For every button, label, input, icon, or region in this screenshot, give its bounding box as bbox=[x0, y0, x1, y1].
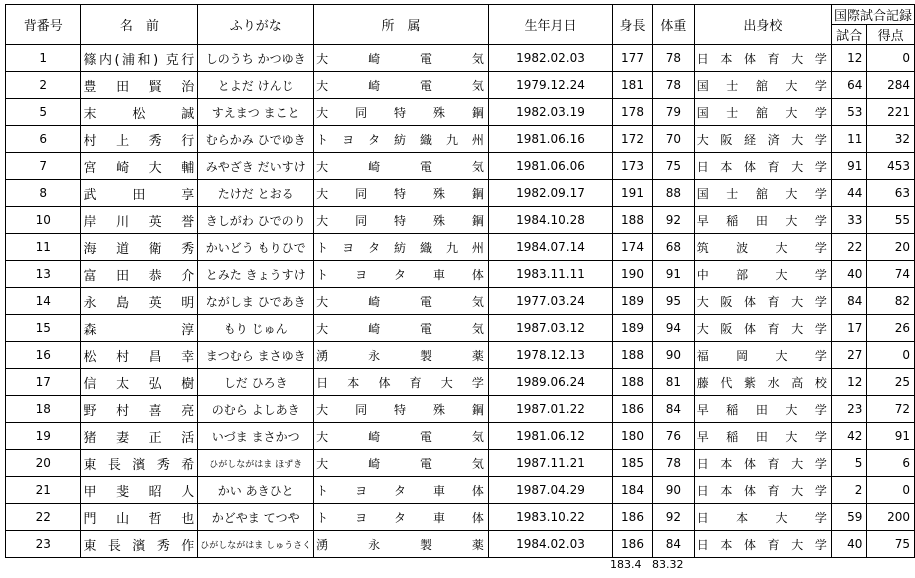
cell-weight: 92 bbox=[652, 207, 694, 234]
cell-name: 松村昌幸 bbox=[81, 342, 198, 369]
cell-name: 森淳 bbox=[81, 315, 198, 342]
cell-dob: 1987.04.29 bbox=[488, 477, 612, 504]
cell-height: 191 bbox=[613, 180, 653, 207]
cell-games: 40 bbox=[831, 531, 866, 558]
cell-kana: たけだ とおる bbox=[198, 180, 314, 207]
cell-points: 200 bbox=[867, 504, 915, 531]
cell-dob: 1984.02.03 bbox=[488, 531, 612, 558]
cell-school: 福岡大学 bbox=[694, 342, 831, 369]
cell-school: 国士舘大学 bbox=[694, 99, 831, 126]
cell-org: 大崎電気 bbox=[314, 288, 489, 315]
cell-weight: 78 bbox=[652, 45, 694, 72]
cell-points: 75 bbox=[867, 531, 915, 558]
cell-dob: 1987.11.21 bbox=[488, 450, 612, 477]
cell-kana: のむら よしあき bbox=[198, 396, 314, 423]
cell-name: 岸川英誉 bbox=[81, 207, 198, 234]
cell-kana: かい あきひと bbox=[198, 477, 314, 504]
cell-weight: 78 bbox=[652, 72, 694, 99]
cell-games: 2 bbox=[831, 477, 866, 504]
cell-weight: 84 bbox=[652, 396, 694, 423]
cell-games: 44 bbox=[831, 180, 866, 207]
cell-dob: 1981.06.12 bbox=[488, 423, 612, 450]
cell-weight: 84 bbox=[652, 531, 694, 558]
cell-name: 信太弘樹 bbox=[81, 369, 198, 396]
table-row bbox=[6, 153, 915, 180]
cell-no: 14 bbox=[6, 288, 81, 315]
cell-kana: かどやま てつや bbox=[198, 504, 314, 531]
cell-no: 16 bbox=[6, 342, 81, 369]
cell-org: 大崎電気 bbox=[314, 423, 489, 450]
cell-points: 453 bbox=[867, 153, 915, 180]
cell-name: 東長濱秀作 bbox=[81, 531, 198, 558]
cell-games: 5 bbox=[831, 450, 866, 477]
roster-body bbox=[6, 45, 915, 558]
cell-height: 180 bbox=[613, 423, 653, 450]
cell-height: 173 bbox=[613, 153, 653, 180]
cell-height: 178 bbox=[613, 99, 653, 126]
header-height: 身長 bbox=[613, 5, 653, 45]
cell-weight: 94 bbox=[652, 315, 694, 342]
cell-org: トヨタ紡織九州 bbox=[314, 234, 489, 261]
cell-name: 篠内(浦和) 克行 bbox=[81, 45, 198, 72]
cell-name: 門山哲也 bbox=[81, 504, 198, 531]
roster-table bbox=[5, 4, 915, 558]
cell-points: 20 bbox=[867, 234, 915, 261]
cell-points: 0 bbox=[867, 342, 915, 369]
cell-org: 湧永製薬 bbox=[314, 531, 489, 558]
cell-kana: みやざき だいすけ bbox=[198, 153, 314, 180]
cell-height: 186 bbox=[613, 531, 653, 558]
table-row bbox=[6, 450, 915, 477]
cell-weight: 91 bbox=[652, 261, 694, 288]
table-row bbox=[6, 72, 915, 99]
cell-games: 12 bbox=[831, 369, 866, 396]
cell-points: 25 bbox=[867, 369, 915, 396]
cell-kana: きしがわ ひでのり bbox=[198, 207, 314, 234]
cell-kana: むらかみ ひでゆき bbox=[198, 126, 314, 153]
cell-weight: 70 bbox=[652, 126, 694, 153]
cell-points: 0 bbox=[867, 477, 915, 504]
cell-org: トヨタ紡織九州 bbox=[314, 126, 489, 153]
cell-height: 189 bbox=[613, 288, 653, 315]
cell-kana: しだ ひろき bbox=[198, 369, 314, 396]
cell-points: 91 bbox=[867, 423, 915, 450]
cell-no: 7 bbox=[6, 153, 81, 180]
cell-no: 5 bbox=[6, 99, 81, 126]
cell-height: 188 bbox=[613, 342, 653, 369]
cell-no: 13 bbox=[6, 261, 81, 288]
header-intl-record: 国際試合記録 bbox=[831, 5, 914, 25]
cell-name: 野村喜亮 bbox=[81, 396, 198, 423]
cell-org: 大同特殊鋼 bbox=[314, 207, 489, 234]
cell-dob: 1981.06.06 bbox=[488, 153, 612, 180]
table-row bbox=[6, 126, 915, 153]
cell-points: 284 bbox=[867, 72, 915, 99]
cell-org: 大崎電気 bbox=[314, 450, 489, 477]
cell-weight: 78 bbox=[652, 450, 694, 477]
cell-kana: しのうち かつゆき bbox=[198, 45, 314, 72]
cell-no: 1 bbox=[6, 45, 81, 72]
cell-games: 17 bbox=[831, 315, 866, 342]
cell-kana: ながしま ひであき bbox=[198, 288, 314, 315]
cell-school: 日本体育大学 bbox=[694, 477, 831, 504]
cell-points: 72 bbox=[867, 396, 915, 423]
cell-points: 63 bbox=[867, 180, 915, 207]
header-weight: 体重 bbox=[652, 5, 694, 45]
cell-no: 18 bbox=[6, 396, 81, 423]
table-row bbox=[6, 180, 915, 207]
cell-school: 日本大学 bbox=[694, 504, 831, 531]
cell-games: 40 bbox=[831, 261, 866, 288]
cell-no: 17 bbox=[6, 369, 81, 396]
cell-dob: 1987.03.12 bbox=[488, 315, 612, 342]
table-row bbox=[6, 45, 915, 72]
cell-games: 22 bbox=[831, 234, 866, 261]
table-row bbox=[6, 396, 915, 423]
cell-height: 190 bbox=[613, 261, 653, 288]
cell-weight: 81 bbox=[652, 369, 694, 396]
cell-weight: 90 bbox=[652, 342, 694, 369]
table-row bbox=[6, 369, 915, 396]
table-row bbox=[6, 261, 915, 288]
cell-school: 日本体育大学 bbox=[694, 45, 831, 72]
cell-dob: 1982.09.17 bbox=[488, 180, 612, 207]
cell-games: 53 bbox=[831, 99, 866, 126]
cell-school: 国士舘大学 bbox=[694, 72, 831, 99]
cell-no: 10 bbox=[6, 207, 81, 234]
cell-kana: いづま まさかつ bbox=[198, 423, 314, 450]
cell-weight: 90 bbox=[652, 477, 694, 504]
cell-games: 27 bbox=[831, 342, 866, 369]
cell-name: 豊田賢治 bbox=[81, 72, 198, 99]
cell-name: 富田恭介 bbox=[81, 261, 198, 288]
average-height: 183.4 bbox=[610, 558, 642, 571]
cell-kana: もり じゅん bbox=[198, 315, 314, 342]
cell-kana: とみた きょうすけ bbox=[198, 261, 314, 288]
cell-weight: 88 bbox=[652, 180, 694, 207]
cell-kana: すえまつ まこと bbox=[198, 99, 314, 126]
cell-dob: 1979.12.24 bbox=[488, 72, 612, 99]
cell-dob: 1984.10.28 bbox=[488, 207, 612, 234]
cell-school: 藤代紫水高校 bbox=[694, 369, 831, 396]
cell-games: 23 bbox=[831, 396, 866, 423]
cell-height: 186 bbox=[613, 504, 653, 531]
header-name: 名 前 bbox=[81, 5, 198, 45]
cell-org: 大崎電気 bbox=[314, 45, 489, 72]
cell-org: 日本体育大学 bbox=[314, 369, 489, 396]
cell-dob: 1981.06.16 bbox=[488, 126, 612, 153]
cell-org: 大同特殊鋼 bbox=[314, 396, 489, 423]
cell-name: 海道衛秀 bbox=[81, 234, 198, 261]
cell-points: 26 bbox=[867, 315, 915, 342]
cell-height: 188 bbox=[613, 207, 653, 234]
cell-org: 大同特殊鋼 bbox=[314, 99, 489, 126]
cell-no: 8 bbox=[6, 180, 81, 207]
cell-school: 中部大学 bbox=[694, 261, 831, 288]
cell-dob: 1989.06.24 bbox=[488, 369, 612, 396]
cell-height: 184 bbox=[613, 477, 653, 504]
cell-dob: 1983.11.11 bbox=[488, 261, 612, 288]
cell-weight: 79 bbox=[652, 99, 694, 126]
cell-weight: 92 bbox=[652, 504, 694, 531]
cell-games: 64 bbox=[831, 72, 866, 99]
cell-no: 23 bbox=[6, 531, 81, 558]
header-number: 背番号 bbox=[6, 5, 81, 45]
cell-no: 15 bbox=[6, 315, 81, 342]
cell-no: 22 bbox=[6, 504, 81, 531]
cell-dob: 1982.02.03 bbox=[488, 45, 612, 72]
cell-points: 74 bbox=[867, 261, 915, 288]
cell-height: 189 bbox=[613, 315, 653, 342]
cell-no: 6 bbox=[6, 126, 81, 153]
header-school: 出身校 bbox=[694, 5, 831, 45]
cell-org: トヨタ車体 bbox=[314, 477, 489, 504]
cell-games: 42 bbox=[831, 423, 866, 450]
cell-org: 大崎電気 bbox=[314, 153, 489, 180]
cell-weight: 75 bbox=[652, 153, 694, 180]
cell-height: 181 bbox=[613, 72, 653, 99]
cell-kana: かいどう もりひで bbox=[198, 234, 314, 261]
cell-height: 174 bbox=[613, 234, 653, 261]
cell-school: 早稲田大学 bbox=[694, 423, 831, 450]
cell-no: 11 bbox=[6, 234, 81, 261]
cell-weight: 95 bbox=[652, 288, 694, 315]
cell-org: トヨタ車体 bbox=[314, 261, 489, 288]
cell-school: 国士舘大学 bbox=[694, 180, 831, 207]
table-row bbox=[6, 234, 915, 261]
cell-games: 91 bbox=[831, 153, 866, 180]
table-row bbox=[6, 423, 915, 450]
cell-school: 大阪経済大学 bbox=[694, 126, 831, 153]
cell-school: 筑波大学 bbox=[694, 234, 831, 261]
cell-height: 177 bbox=[613, 45, 653, 72]
cell-points: 32 bbox=[867, 126, 915, 153]
cell-kana: まつむら まさゆき bbox=[198, 342, 314, 369]
cell-school: 早稲田大学 bbox=[694, 207, 831, 234]
cell-org: 大崎電気 bbox=[314, 72, 489, 99]
table-row bbox=[6, 207, 915, 234]
cell-no: 2 bbox=[6, 72, 81, 99]
table-row bbox=[6, 342, 915, 369]
cell-games: 59 bbox=[831, 504, 866, 531]
cell-points: 82 bbox=[867, 288, 915, 315]
cell-height: 172 bbox=[613, 126, 653, 153]
table-row bbox=[6, 531, 915, 558]
cell-kana: ひがしながはま しゅうさく bbox=[198, 531, 314, 558]
cell-weight: 76 bbox=[652, 423, 694, 450]
cell-height: 186 bbox=[613, 396, 653, 423]
cell-games: 11 bbox=[831, 126, 866, 153]
cell-games: 84 bbox=[831, 288, 866, 315]
cell-dob: 1982.03.19 bbox=[488, 99, 612, 126]
table-row bbox=[6, 99, 915, 126]
cell-name: 甲斐昭人 bbox=[81, 477, 198, 504]
cell-org: 大同特殊鋼 bbox=[314, 180, 489, 207]
table-row bbox=[6, 315, 915, 342]
cell-school: 大阪体育大学 bbox=[694, 315, 831, 342]
cell-name: 村上秀行 bbox=[81, 126, 198, 153]
table-row bbox=[6, 504, 915, 531]
cell-name: 永島英明 bbox=[81, 288, 198, 315]
cell-name: 東長濱秀希 bbox=[81, 450, 198, 477]
average-weight: 83.32 bbox=[652, 558, 684, 571]
cell-kana: とよだ けんじ bbox=[198, 72, 314, 99]
cell-school: 大阪体育大学 bbox=[694, 288, 831, 315]
cell-school: 日本体育大学 bbox=[694, 531, 831, 558]
cell-org: トヨタ車体 bbox=[314, 504, 489, 531]
cell-dob: 1978.12.13 bbox=[488, 342, 612, 369]
cell-no: 19 bbox=[6, 423, 81, 450]
cell-points: 221 bbox=[867, 99, 915, 126]
cell-org: 大崎電気 bbox=[314, 315, 489, 342]
table-row bbox=[6, 477, 915, 504]
header-dob: 生年月日 bbox=[488, 5, 612, 45]
cell-dob: 1987.01.22 bbox=[488, 396, 612, 423]
cell-no: 20 bbox=[6, 450, 81, 477]
cell-height: 188 bbox=[613, 369, 653, 396]
header-org: 所 属 bbox=[314, 5, 489, 45]
cell-kana: ひがしながはま ほずき bbox=[198, 450, 314, 477]
cell-points: 55 bbox=[867, 207, 915, 234]
cell-name: 末松誠 bbox=[81, 99, 198, 126]
header-row bbox=[6, 5, 915, 25]
cell-dob: 1983.10.22 bbox=[488, 504, 612, 531]
table-row bbox=[6, 288, 915, 315]
header-games: 試合 bbox=[831, 25, 866, 45]
cell-games: 33 bbox=[831, 207, 866, 234]
cell-dob: 1984.07.14 bbox=[488, 234, 612, 261]
cell-name: 猪妻正活 bbox=[81, 423, 198, 450]
cell-name: 宮崎大輔 bbox=[81, 153, 198, 180]
cell-height: 185 bbox=[613, 450, 653, 477]
cell-org: 湧永製薬 bbox=[314, 342, 489, 369]
cell-school: 早稲田大学 bbox=[694, 396, 831, 423]
cell-games: 12 bbox=[831, 45, 866, 72]
cell-points: 0 bbox=[867, 45, 915, 72]
cell-name: 武田享 bbox=[81, 180, 198, 207]
cell-school: 日本体育大学 bbox=[694, 450, 831, 477]
cell-dob: 1977.03.24 bbox=[488, 288, 612, 315]
cell-points: 6 bbox=[867, 450, 915, 477]
header-points: 得点 bbox=[867, 25, 915, 45]
cell-no: 21 bbox=[6, 477, 81, 504]
header-kana: ふりがな bbox=[198, 5, 314, 45]
cell-school: 日本体育大学 bbox=[694, 153, 831, 180]
cell-weight: 68 bbox=[652, 234, 694, 261]
